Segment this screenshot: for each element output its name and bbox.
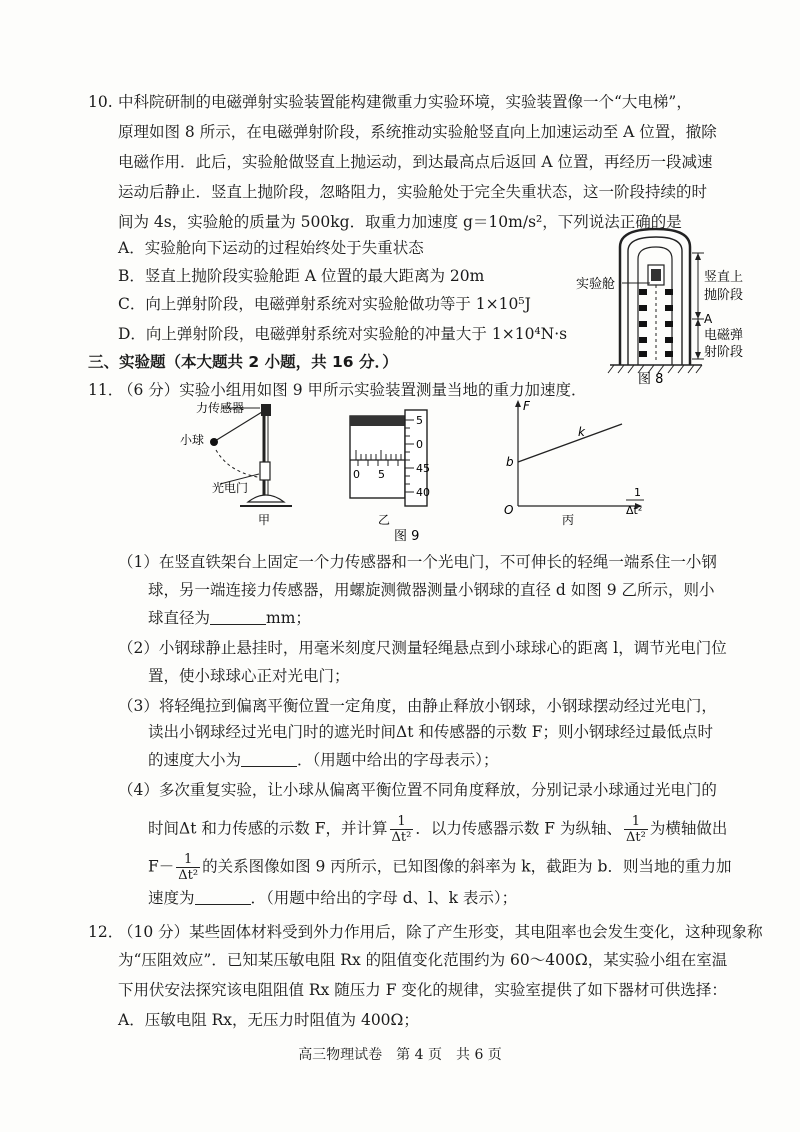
fig8-cabin-label: 实验舱 xyxy=(576,277,616,292)
q11-p4-fraction-1 xyxy=(390,814,414,845)
q10-line-1: 中科院研制的电磁弹射实验装置能构建微重力实验环境，实验装置像一个“大电梯”， xyxy=(118,93,692,111)
fig9-jia-caption: 甲 xyxy=(258,513,271,527)
fig9-thimble-0: 0 xyxy=(416,438,423,451)
q11-p4-line-2 xyxy=(148,814,727,845)
fig9-ball-label: 小球 xyxy=(180,433,205,447)
fig9-bing-caption: 丙 xyxy=(562,513,575,527)
q12-line-2: 为“压阻效应”．已知某压敏电阻 Rx 的阻值变化范围约为 60～400Ω，某实验小组在室温 xyxy=(118,951,728,969)
q11-p2-line-2: 置，使小球球心正对光电门； xyxy=(148,667,350,685)
q11-p4-text-g: ．（用题中给出的字母 d、l、k 表示）； xyxy=(250,889,518,907)
q11-p4-fraction-2 xyxy=(624,814,648,845)
q11-p4-text-b: ．以力传感器示数 F 为纵轴、 xyxy=(415,819,622,838)
fig8-caption: 图 8 xyxy=(638,372,664,387)
q12-line-1: （10 分）某些固体材料受到外力作用后，除了产生形变，其电阻率也会发生变化，这种现象称 xyxy=(118,923,763,941)
q10-line-4: 运动后静止．竖直上抛阶段，忽略阻力，实验舱处于完全失重状态，这一阶段持续的时 xyxy=(118,183,708,201)
fig9-jia xyxy=(180,400,292,527)
fig9-bing xyxy=(504,399,644,527)
q11-p3-tail: ．（用题中给出的字母表示）； xyxy=(297,751,499,769)
fig9-thimble-40: 40 xyxy=(416,486,430,499)
fig9-gate-label: 光电门 xyxy=(212,481,249,495)
fig9-yi-caption: 乙 xyxy=(378,513,391,527)
fig9-caption: 图 9 xyxy=(394,529,420,544)
q11-p2-line-1: （2）小钢球静止悬挂时，用毫米刻度尺测量轻绳悬点到小球球心的距离 l，调节光电门位 xyxy=(118,639,727,657)
q11-gravity-blank[interactable] xyxy=(195,890,251,905)
q11-p3-line-2: 读出小钢球经过光电门时的遮光时间Δt 和传感器的示数 F；则小钢球经过最低点时 xyxy=(148,723,714,741)
q10-line-5: 间为 4s，实验舱的质量为 500kg．取重力加速度 g＝10m/s²，下列说法正确的是 xyxy=(118,213,682,231)
q10-line-3: 电磁作用．此后，实验舱做竖直上抛运动，到达最高点后返回 A 位置，再经历一段减速 xyxy=(118,153,713,171)
q11-p4-text-c: 为横轴做出 xyxy=(649,819,728,838)
q11-p4-text-a: 时间Δt 和力传感的示数 F，并计算 xyxy=(148,819,388,838)
q10-number: 10. xyxy=(88,93,113,111)
fig9-thimble-45: 45 xyxy=(416,462,430,475)
section-3-heading: 三、实验题（本大题共 2 小题，共 16 分．） xyxy=(88,353,398,371)
q11-p4-fraction-3 xyxy=(176,852,200,883)
q11-p1-line-2: 球，另一端连接力传感器，用螺旋测微器测量小钢球的直径 d 如图 9 乙所示，则小 xyxy=(148,581,715,599)
q11-p1-line-1: （1）在竖直铁架台上固定一个力传感器和一个光电门，不可伸长的轻绳一端系住一小钢 xyxy=(118,553,717,571)
fig9-xaxis-num: 1 xyxy=(634,486,641,499)
fig9-sensor-label: 力传感器 xyxy=(196,401,245,415)
fig9-sleeve-5: 5 xyxy=(378,468,385,481)
q11-p3-line-3 xyxy=(148,750,499,770)
fraction-denominator: Δt² xyxy=(626,830,646,845)
q11-number: 11． xyxy=(88,381,124,399)
fig8-a-label: A xyxy=(704,312,713,326)
fraction-denominator: Δt² xyxy=(178,868,199,883)
q11-p1-text: 球直径为 xyxy=(148,609,211,627)
q11-diameter-blank[interactable] xyxy=(210,610,266,625)
q10-option-c: C．向上弹射阶段，电磁弹射系统对实验舱做功等于 1×10⁵J xyxy=(118,295,531,313)
fig8-launch-label-2: 射阶段 xyxy=(704,345,744,360)
fig9-yaxis-label: F xyxy=(523,399,530,413)
figure-8 xyxy=(576,225,790,387)
fig9-graph-line xyxy=(518,424,622,462)
figure-9 xyxy=(160,396,660,546)
fig9-yi xyxy=(350,410,430,527)
q11-p4-text-d: F－ xyxy=(148,857,175,876)
page-footer: 高三物理试卷 第 4 页 共 6 页 xyxy=(298,1047,502,1063)
fig8-launch-label-1: 电磁弹 xyxy=(704,328,744,343)
q12-number: 12． xyxy=(88,923,124,941)
fig9-origin-label: O xyxy=(504,503,514,517)
q11-p4-line-4 xyxy=(148,888,517,908)
fig9-xaxis-den: Δt² xyxy=(626,504,643,517)
fraction-numerator: 1 xyxy=(390,814,414,830)
fig9-slope-label: k xyxy=(578,425,585,439)
q11-intro: （6 分）实验小组用如图 9 甲所示实验装置测量当地的重力加速度． xyxy=(118,381,587,399)
fraction-numerator: 1 xyxy=(176,852,200,868)
q11-p4-text-e: 的关系图像如图 9 丙所示，已知图像的斜率为 k，截距为 b．则当地的重力加 xyxy=(202,857,732,876)
q11-velocity-blank[interactable] xyxy=(241,752,297,767)
q11-p4-text-f: 速度为 xyxy=(148,889,195,907)
fig9-thimble-5: 5 xyxy=(416,414,423,427)
fig9-intercept-label: b xyxy=(506,455,514,469)
fraction-denominator: Δt² xyxy=(391,830,412,845)
q11-p3-text: 的速度大小为 xyxy=(148,751,242,769)
q10-line-2: 原理如图 8 所示，在电磁弹射阶段，系统推动实验舱竖直向上加速运动至 A 位置，撤除 xyxy=(118,123,717,141)
q10-option-a: A．实验舱向下运动的过程始终处于失重状态 xyxy=(118,239,424,257)
q11-p3-line-1: （3）将轻绳拉到偏离平衡位置一定角度，由静止释放小钢球，小钢球摆动经过光电门， xyxy=(118,697,717,715)
q11-p1-line-3 xyxy=(148,608,311,628)
fig8-upthrow-label-1: 竖直上 xyxy=(704,270,744,285)
q10-option-b: B．竖直上抛阶段实验舱距 A 位置的最大距离为 20m xyxy=(118,267,485,285)
q11-p1-unit: mm； xyxy=(266,609,311,627)
q12-line-3: 下用伏安法探究该电阻阻值 Rx 随压力 F 变化的规律，实验室提供了如下器材可供选择： xyxy=(118,981,727,999)
q12-option-a: A．压敏电阻 Rx，无压力时阻值为 400Ω； xyxy=(118,1011,419,1029)
fig9-sleeve-0: 0 xyxy=(353,468,360,481)
fig8-upthrow-label-2: 抛阶段 xyxy=(704,288,744,303)
q11-p4-line-1: （4）多次重复实验，让小球从偏离平衡位置不同角度释放，分别记录小球通过光电门的 xyxy=(118,781,717,799)
fraction-numerator: 1 xyxy=(624,814,648,830)
q10-option-d: D．向上弹射阶段，电磁弹射系统对实验舱的冲量大于 1×10⁴N·s xyxy=(118,325,568,343)
q11-p4-line-3 xyxy=(148,852,731,883)
